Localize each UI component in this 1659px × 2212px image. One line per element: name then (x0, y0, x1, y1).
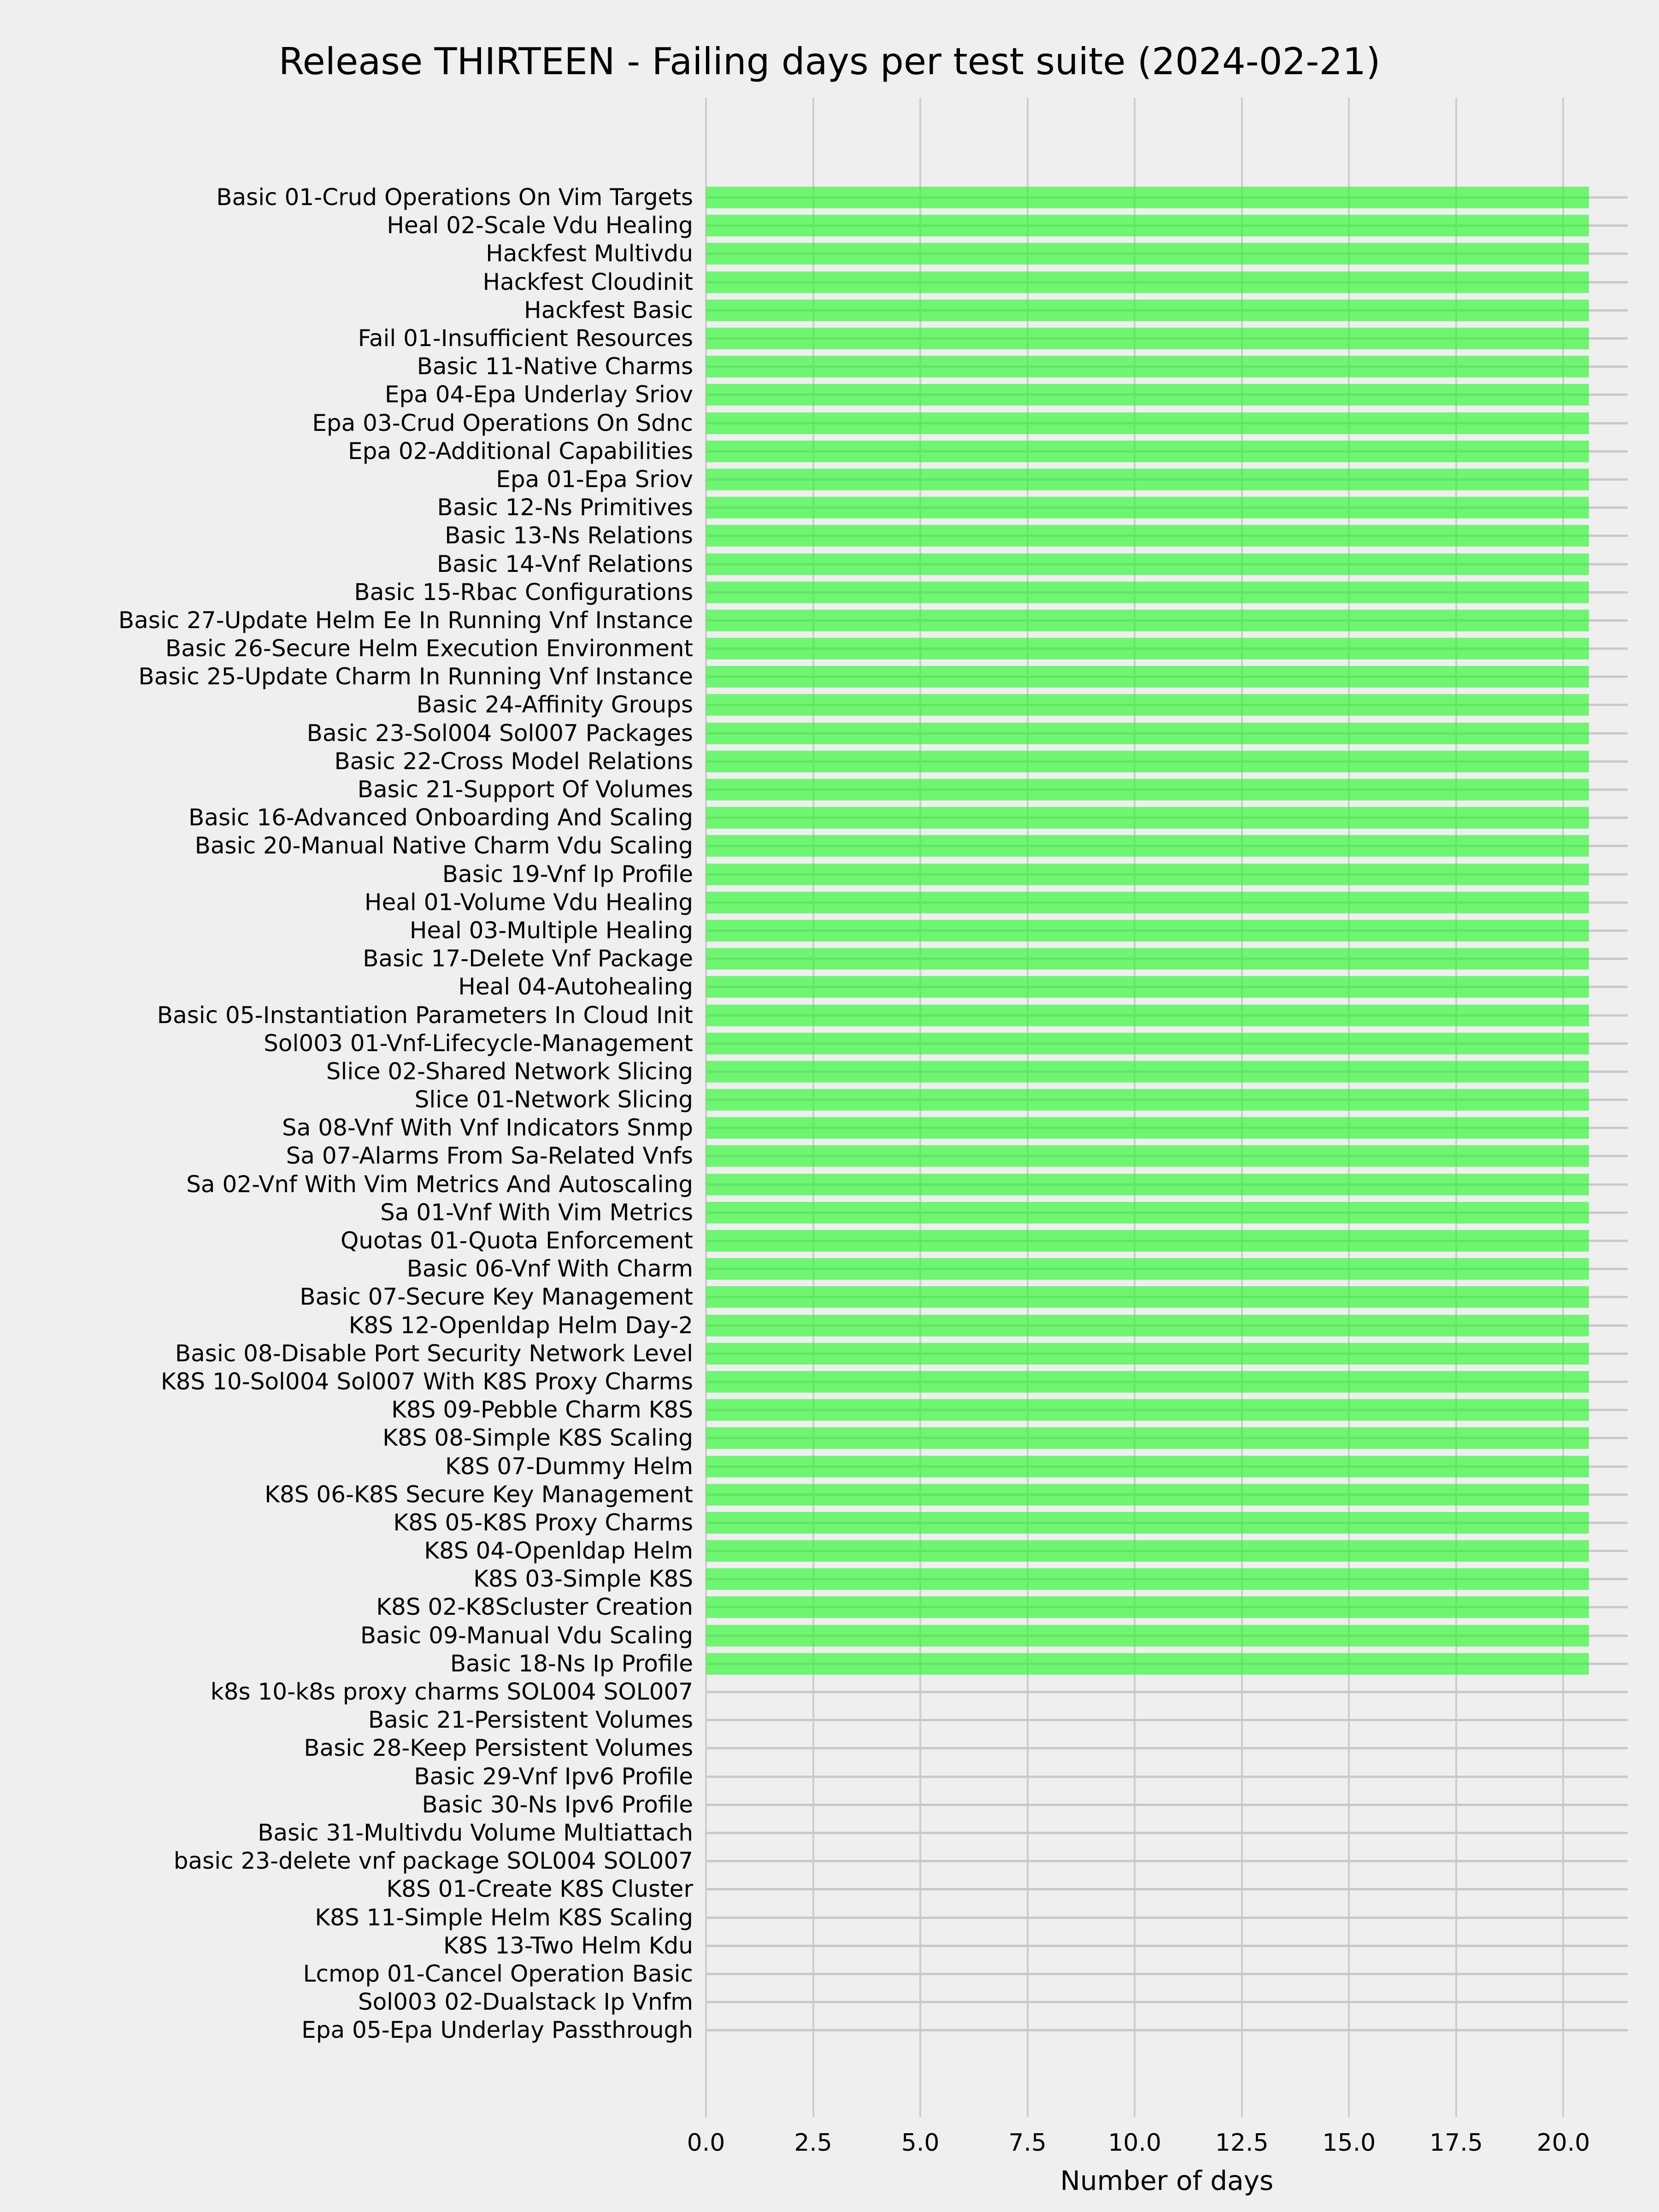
category-label: Basic 27-Update Helm Ee In Running Vnf Instance (118, 606, 693, 634)
category-label: Basic 08-Disable Port Security Network Level (175, 1340, 693, 1367)
category-label: Basic 21-Persistent Volumes (368, 1706, 693, 1734)
x-tick-label: 15.0 (1322, 2129, 1376, 2157)
bar-area (706, 1875, 1628, 1903)
category-label: K8S 08-Simple K8S Scaling (382, 1424, 693, 1452)
bar-row (0, 437, 1659, 465)
bar (706, 948, 1589, 970)
bar-row (0, 1114, 1659, 1142)
y-gridline (706, 1860, 1628, 1862)
category-label: k8s 10-k8s proxy charms SOL004 SOL007 (210, 1678, 693, 1706)
bar (706, 525, 1589, 547)
chart-title: Release THIRTEEN - Failing days per test suite (2024-02-21) (278, 40, 1381, 83)
bar-row (0, 550, 1659, 578)
bar-row (0, 776, 1659, 804)
x-tick-label: 0.0 (687, 2129, 725, 2157)
category-label: Slice 01-Network Slicing (414, 1086, 693, 1113)
bar (706, 835, 1589, 857)
bar (706, 779, 1589, 800)
bar-area (706, 1819, 1628, 1847)
bar-area (706, 1452, 1628, 1480)
bar (706, 1399, 1589, 1421)
bar (706, 1286, 1589, 1308)
bar-row (0, 1283, 1659, 1311)
bar-area (706, 2016, 1628, 2044)
bar-area (706, 409, 1628, 437)
bar-area (706, 1960, 1628, 1988)
bar-area (706, 1847, 1628, 1875)
category-label: Sa 07-Alarms From Sa-Related Vnfs (286, 1142, 693, 1170)
bar-area (706, 1763, 1628, 1791)
bar-area (706, 888, 1628, 917)
category-label: K8S 05-K8S Proxy Charms (393, 1509, 693, 1536)
bar-area (706, 296, 1628, 324)
bar-row (0, 1565, 1659, 1593)
bar-area (706, 240, 1628, 268)
bar (706, 1625, 1589, 1647)
bar (706, 1202, 1589, 1224)
bar-area (706, 550, 1628, 578)
bar (706, 1343, 1589, 1365)
bar-area (706, 1481, 1628, 1509)
bar-area (706, 1734, 1628, 1762)
bar-area (706, 832, 1628, 860)
bar (706, 215, 1589, 236)
bar-row (0, 381, 1659, 409)
category-label: K8S 01-Create K8S Cluster (386, 1876, 693, 1903)
category-label: Heal 03-Multiple Healing (409, 917, 693, 944)
bar (706, 694, 1589, 716)
bar (706, 666, 1589, 688)
bar-area (706, 1283, 1628, 1311)
bar-area (706, 1001, 1628, 1029)
category-label: Epa 05-Epa Underlay Passthrough (301, 2017, 693, 2044)
y-gridline (706, 1747, 1628, 1749)
bar-row (0, 1396, 1659, 1424)
bar-row (0, 1312, 1659, 1340)
bar (706, 187, 1589, 208)
x-axis-tick-labels (687, 2129, 1628, 2161)
y-gridline (706, 1945, 1628, 1947)
bar-row (0, 1340, 1659, 1368)
bar (706, 638, 1589, 659)
bar (706, 1174, 1589, 1195)
category-label: Basic 23-Sol004 Sol007 Packages (306, 719, 693, 747)
category-label: K8S 12-Openldap Helm Day-2 (348, 1312, 693, 1339)
bar (706, 1315, 1589, 1336)
bar-area (706, 353, 1628, 381)
bar-area (706, 465, 1628, 494)
bar-row (0, 296, 1659, 324)
y-gridline (706, 1888, 1628, 1890)
category-label: Basic 30-Ns Ipv6 Profile (422, 1791, 693, 1818)
category-label: K8S 11-Simple Helm K8S Scaling (315, 1904, 693, 1931)
category-label: K8S 07-Dummy Helm (445, 1453, 693, 1480)
category-label: Sa 02-Vnf With Vim Metrics And Autoscaling (186, 1171, 693, 1198)
bar (706, 1230, 1589, 1252)
bar-area (706, 1368, 1628, 1396)
bar-row (0, 973, 1659, 1001)
bar-area (706, 804, 1628, 832)
bar-row (0, 1622, 1659, 1650)
bar (706, 582, 1589, 603)
x-tick-label: 2.5 (794, 2129, 832, 2157)
bar-row (0, 465, 1659, 494)
bar (706, 610, 1589, 631)
bar-area (706, 635, 1628, 663)
bar (706, 1540, 1589, 1562)
bar-row (0, 1763, 1659, 1791)
bar-area (706, 1537, 1628, 1565)
bar-row (0, 1368, 1659, 1396)
category-label: Basic 31-Multivdu Volume Multiattach (258, 1819, 693, 1846)
bar-area (706, 1424, 1628, 1452)
category-label: Basic 26-Secure Helm Execution Environment (165, 635, 693, 662)
bar-area (706, 1988, 1628, 2016)
bar-area (706, 1255, 1628, 1283)
bar-row (0, 1706, 1659, 1734)
bar-area (706, 860, 1628, 888)
category-label: Basic 28-Keep Persistent Volumes (304, 1735, 693, 1762)
bar-row (0, 606, 1659, 635)
bar (706, 1568, 1589, 1590)
bar-row (0, 1509, 1659, 1537)
bar-area (706, 1791, 1628, 1819)
bar-area (706, 183, 1628, 212)
bar-row (0, 804, 1659, 832)
bar-area (706, 1199, 1628, 1227)
category-label: Sa 01-Vnf With Vim Metrics (380, 1199, 693, 1226)
bar-row (0, 832, 1659, 860)
bar (706, 1089, 1589, 1111)
bar (706, 553, 1589, 575)
bar (706, 356, 1589, 377)
bar-row (0, 1086, 1659, 1114)
bar-area (706, 381, 1628, 409)
bar-area (706, 917, 1628, 945)
y-gridline (706, 1917, 1628, 1919)
bar (706, 384, 1589, 406)
bar (706, 807, 1589, 829)
bar-area (706, 212, 1628, 240)
bar-row (0, 240, 1659, 268)
y-gridline (706, 1719, 1628, 1721)
bar-row (0, 917, 1659, 945)
bar-row (0, 691, 1659, 719)
bar (706, 412, 1589, 434)
bar (706, 864, 1589, 885)
y-gridline (706, 1804, 1628, 1806)
bar (706, 1427, 1589, 1449)
category-label: Sol003 02-Dualstack Ip Vnfm (358, 1988, 693, 2016)
bar-row (0, 1903, 1659, 1931)
bar (706, 1258, 1589, 1280)
bar-area (706, 1340, 1628, 1368)
bar-row (0, 1481, 1659, 1509)
y-gridline (706, 1832, 1628, 1834)
bar (706, 469, 1589, 490)
bar-area (706, 268, 1628, 296)
bar-rows (0, 98, 1659, 2117)
bar-row (0, 183, 1659, 212)
bar-area (706, 1312, 1628, 1340)
bar-area (706, 1030, 1628, 1058)
y-gridline (706, 1691, 1628, 1693)
bar-area (706, 437, 1628, 465)
bar-row (0, 719, 1659, 747)
category-label: K8S 03-Simple K8S (473, 1565, 693, 1593)
category-label: Basic 09-Manual Vdu Scaling (360, 1622, 693, 1649)
bar-row (0, 663, 1659, 691)
category-label: Basic 13-Ns Relations (445, 522, 693, 549)
bar-area (706, 1932, 1628, 1960)
bar (706, 1653, 1589, 1675)
category-label: K8S 02-K8Scluster Creation (376, 1594, 693, 1621)
category-label: K8S 13-Two Helm Kdu (443, 1932, 693, 1959)
bar-row (0, 212, 1659, 240)
bar-area (706, 691, 1628, 719)
category-label: Basic 12-Ns Primitives (437, 494, 693, 521)
bar-area (706, 606, 1628, 635)
bar (706, 920, 1589, 941)
bar-row (0, 1734, 1659, 1762)
bar-row (0, 1791, 1659, 1819)
category-label: Basic 24-Affinity Groups (416, 691, 693, 718)
bar-row (0, 1142, 1659, 1170)
category-label: Slice 02-Shared Network Slicing (326, 1058, 693, 1085)
bar-area (706, 945, 1628, 973)
category-label: Basic 07-Secure Key Management (300, 1283, 693, 1311)
bar (706, 751, 1589, 772)
x-tick-label: 12.5 (1215, 2129, 1269, 2157)
bar (706, 892, 1589, 913)
bar-row (0, 2016, 1659, 2044)
category-label: Basic 16-Advanced Onboarding And Scaling (188, 804, 693, 831)
bar (706, 1145, 1589, 1167)
bar-row (0, 860, 1659, 888)
bar (706, 1061, 1589, 1082)
bar (706, 1371, 1589, 1393)
bar-area (706, 1706, 1628, 1734)
x-tick-label: 5.0 (901, 2129, 940, 2157)
bar (706, 1596, 1589, 1618)
category-label: K8S 10-Sol004 Sol007 With K8S Proxy Charms (160, 1368, 693, 1395)
category-label: Basic 29-Vnf Ipv6 Profile (414, 1763, 693, 1790)
bar-row (0, 888, 1659, 917)
category-label: Epa 04-Epa Underlay Sriov (384, 381, 693, 408)
category-label: K8S 09-Pebble Charm K8S (391, 1396, 693, 1424)
bar (706, 723, 1589, 744)
category-label: K8S 06-K8S Secure Key Management (265, 1481, 693, 1508)
bar (706, 1484, 1589, 1506)
bar-area (706, 663, 1628, 691)
bar-row (0, 1030, 1659, 1058)
x-axis-label: Number of days (1060, 2165, 1274, 2196)
bar-area (706, 1903, 1628, 1931)
category-label: Heal 01-Volume Vdu Healing (364, 888, 693, 916)
category-label: Heal 04-Autohealing (458, 973, 693, 1000)
category-label: Fail 01-Insufficient Resources (358, 325, 693, 352)
category-label: Basic 01-Crud Operations On Vim Targets (216, 184, 693, 211)
bar-row (0, 635, 1659, 663)
bar-area (706, 1142, 1628, 1170)
y-gridline (706, 2001, 1628, 2003)
bar-row (0, 1452, 1659, 1480)
category-label: Sa 08-Vnf With Vnf Indicators Snmp (282, 1114, 693, 1141)
bar-row (0, 1875, 1659, 1903)
bar-area (706, 1509, 1628, 1537)
bar-area (706, 522, 1628, 550)
category-label: Basic 22-Cross Model Relations (334, 747, 693, 775)
bar (706, 1456, 1589, 1477)
bar (706, 497, 1589, 518)
category-label: Heal 02-Scale Vdu Healing (387, 212, 693, 239)
bar (706, 1033, 1589, 1054)
bar (706, 441, 1589, 462)
x-tick-label: 10.0 (1108, 2129, 1162, 2157)
x-tick-label: 17.5 (1430, 2129, 1483, 2157)
bar-row (0, 1960, 1659, 1988)
category-label: Basic 18-Ns Ip Profile (450, 1650, 693, 1677)
bar-row (0, 1593, 1659, 1621)
bar-area (706, 324, 1628, 353)
bar (706, 1117, 1589, 1139)
y-gridline (706, 1973, 1628, 1975)
bar-row (0, 1227, 1659, 1255)
bar-area (706, 1678, 1628, 1706)
category-label: Quotas 01-Quota Enforcement (340, 1227, 693, 1254)
bar-row (0, 494, 1659, 522)
category-label: Hackfest Cloudinit (482, 268, 693, 295)
bar-area (706, 747, 1628, 776)
category-label: Sol003 01-Vnf-Lifecycle-Management (264, 1030, 693, 1057)
bar-area (706, 1086, 1628, 1114)
x-tick-label: 7.5 (1008, 2129, 1047, 2157)
bar-row (0, 945, 1659, 973)
bar-area (706, 973, 1628, 1001)
bar-area (706, 1227, 1628, 1255)
bar-row (0, 324, 1659, 353)
bar (706, 328, 1589, 349)
bar-area (706, 1058, 1628, 1086)
bar-area (706, 776, 1628, 804)
bar (706, 976, 1589, 998)
bar-area (706, 1396, 1628, 1424)
bar-area (706, 1650, 1628, 1678)
bar-area (706, 1622, 1628, 1650)
bar-row (0, 268, 1659, 296)
bar-row (0, 1424, 1659, 1452)
category-label: Hackfest Multivdu (486, 240, 693, 267)
bar-row (0, 1988, 1659, 2016)
category-label: Basic 17-Delete Vnf Package (363, 945, 693, 972)
bar-row (0, 1847, 1659, 1875)
bar-row (0, 578, 1659, 606)
bar (706, 1512, 1589, 1534)
category-label: Hackfest Basic (524, 296, 693, 324)
bar-area (706, 1114, 1628, 1142)
y-gridline (706, 2029, 1628, 2031)
category-label: Basic 14-Vnf Relations (436, 550, 693, 577)
bar-area (706, 578, 1628, 606)
y-gridline (706, 1776, 1628, 1778)
x-tick-label: 20.0 (1536, 2129, 1590, 2157)
bar-area (706, 1171, 1628, 1199)
bar-row (0, 1819, 1659, 1847)
bar-row (0, 409, 1659, 437)
bar (706, 1005, 1589, 1026)
category-label: Epa 01-Epa Sriov (496, 465, 693, 493)
bar-area (706, 719, 1628, 747)
bar-row (0, 1199, 1659, 1227)
bar-row (0, 1058, 1659, 1086)
bar-area (706, 1593, 1628, 1621)
category-label: Basic 06-Vnf With Charm (406, 1255, 693, 1282)
bar (706, 271, 1589, 293)
category-label: Basic 20-Manual Native Charm Vdu Scaling (194, 832, 693, 859)
bar-row (0, 1650, 1659, 1678)
category-label: K8S 04-Openldap Helm (424, 1537, 693, 1565)
category-label: Basic 15-Rbac Configurations (354, 578, 693, 606)
category-label: Basic 05-Instantiation Parameters In Cloud Init (157, 1001, 693, 1029)
category-label: Lcmop 01-Cancel Operation Basic (303, 1960, 693, 1987)
bar (706, 300, 1589, 321)
bar-row (0, 353, 1659, 381)
bar-area (706, 494, 1628, 522)
category-label: Epa 02-Additional Capabilities (348, 437, 693, 465)
category-label: Basic 25-Update Charm In Running Vnf Instance (138, 663, 693, 690)
bar-area (706, 1565, 1628, 1593)
category-label: Basic 21-Support Of Volumes (357, 776, 693, 803)
bar-row (0, 747, 1659, 776)
category-label: Basic 11-Native Charms (417, 353, 693, 380)
bar-row (0, 1932, 1659, 1960)
bar-row (0, 1537, 1659, 1565)
bar (706, 243, 1589, 265)
category-label: Epa 03-Crud Operations On Sdnc (312, 409, 693, 436)
bar-row (0, 1678, 1659, 1706)
bar-row (0, 1171, 1659, 1199)
category-label: basic 23-delete vnf package SOL004 SOL007 (173, 1847, 693, 1875)
bar-row (0, 1255, 1659, 1283)
bar-row (0, 522, 1659, 550)
bar-row (0, 1001, 1659, 1029)
category-label: Basic 19-Vnf Ip Profile (442, 860, 693, 888)
